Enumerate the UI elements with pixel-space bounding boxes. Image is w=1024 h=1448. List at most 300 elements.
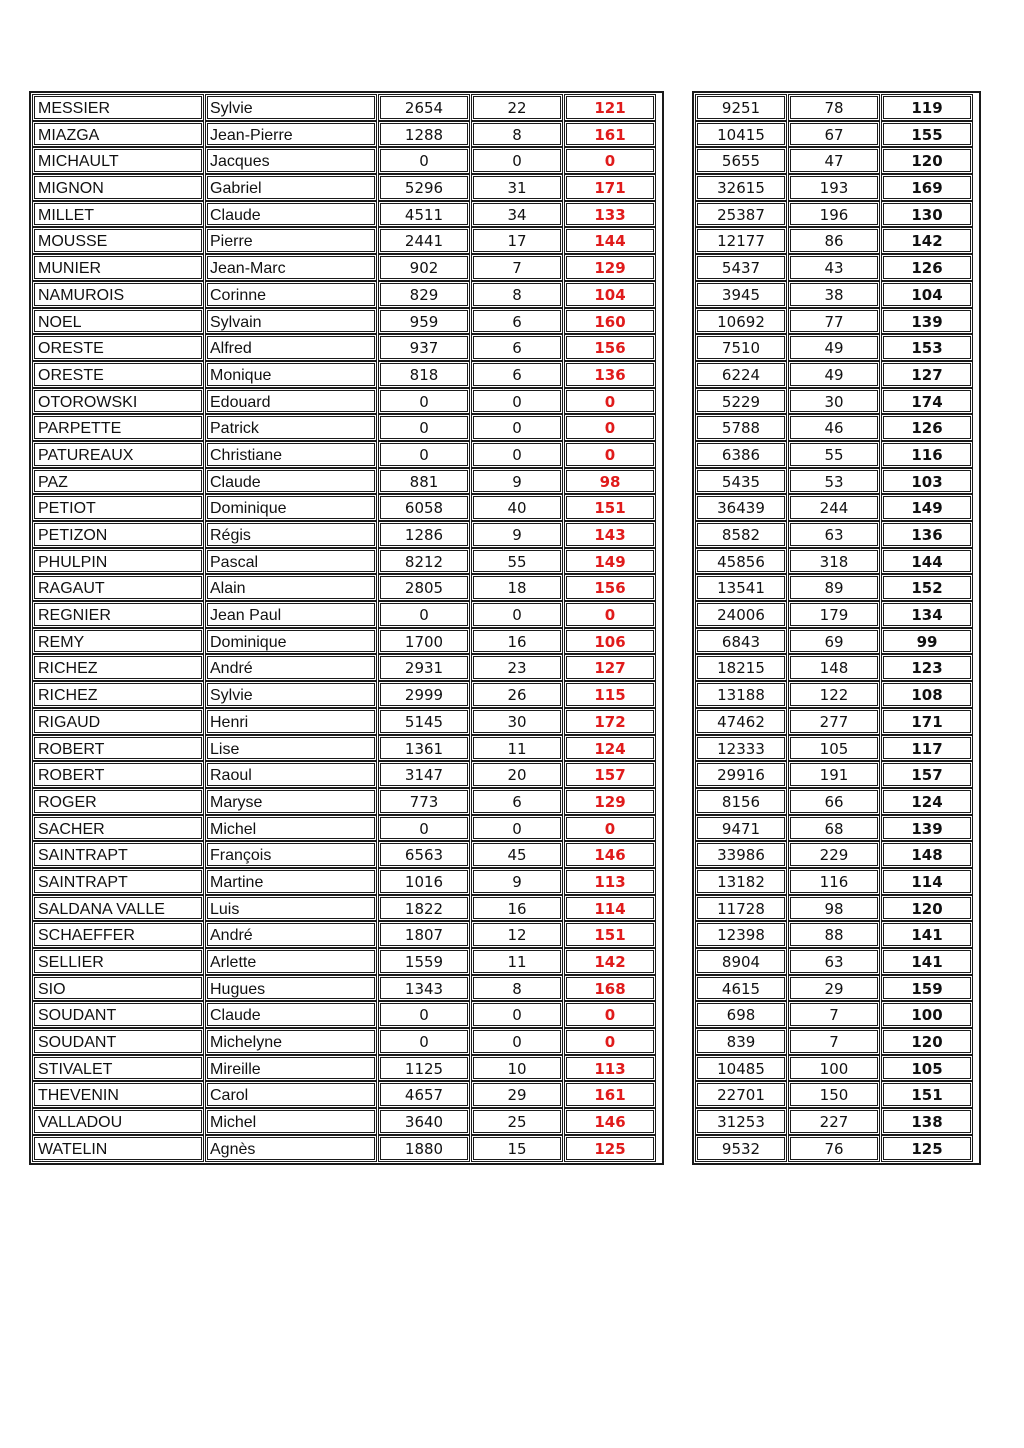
table-row xyxy=(695,654,979,681)
value-b-cell: 0 xyxy=(471,414,563,441)
first-name-cell: Agnès xyxy=(205,1135,377,1162)
value-a-cell: 818 xyxy=(378,361,470,388)
ratio-bold-cell: 139 xyxy=(881,815,973,842)
ratio-red-cell: 113 xyxy=(564,868,656,895)
ratio-bold-cell: 104 xyxy=(881,281,973,308)
first-name-cell: Alain xyxy=(205,574,377,601)
table-row xyxy=(32,521,662,548)
value-a-cell: 2441 xyxy=(378,227,470,254)
ratio-red-cell: 157 xyxy=(564,761,656,788)
last-name-cell: WATELIN xyxy=(32,1135,204,1162)
table-row xyxy=(32,761,662,788)
ratio-red-cell: 113 xyxy=(564,1055,656,1082)
table-row xyxy=(695,1001,979,1028)
table-row xyxy=(695,494,979,521)
value-e-cell: 29 xyxy=(788,975,880,1002)
first-name-cell: Sylvie xyxy=(205,94,377,121)
value-a-cell: 4657 xyxy=(378,1081,470,1108)
ratio-red-cell: 142 xyxy=(564,948,656,975)
first-name-cell: Mireille xyxy=(205,1055,377,1082)
value-a-cell: 2931 xyxy=(378,654,470,681)
table-row xyxy=(32,281,662,308)
ratio-red-cell: 0 xyxy=(564,414,656,441)
value-d-cell: 10415 xyxy=(695,121,787,148)
ratio-red-cell: 106 xyxy=(564,628,656,655)
value-a-cell: 1807 xyxy=(378,921,470,948)
value-b-cell: 7 xyxy=(471,254,563,281)
table-row xyxy=(695,308,979,335)
ratio-red-cell: 0 xyxy=(564,388,656,415)
ratio-red-cell: 0 xyxy=(564,1001,656,1028)
ratio-red-cell: 121 xyxy=(564,94,656,121)
value-d-cell: 32615 xyxy=(695,174,787,201)
value-a-cell: 0 xyxy=(378,815,470,842)
value-b-cell: 0 xyxy=(471,1028,563,1055)
value-a-cell: 6058 xyxy=(378,494,470,521)
value-e-cell: 7 xyxy=(788,1028,880,1055)
value-b-cell: 55 xyxy=(471,548,563,575)
table-row xyxy=(32,681,662,708)
ratio-bold-cell: 153 xyxy=(881,334,973,361)
ratio-red-cell: 161 xyxy=(564,121,656,148)
value-d-cell: 5655 xyxy=(695,147,787,174)
last-name-cell: MUNIER xyxy=(32,254,204,281)
value-a-cell: 1125 xyxy=(378,1055,470,1082)
table-row xyxy=(695,94,979,121)
table-row xyxy=(32,815,662,842)
ratio-bold-cell: 117 xyxy=(881,735,973,762)
value-e-cell: 122 xyxy=(788,681,880,708)
first-name-cell: Michelyne xyxy=(205,1028,377,1055)
table-row xyxy=(32,868,662,895)
value-e-cell: 98 xyxy=(788,895,880,922)
last-name-cell: MIGNON xyxy=(32,174,204,201)
last-name-cell: PAZ xyxy=(32,468,204,495)
value-e-cell: 116 xyxy=(788,868,880,895)
value-d-cell: 22701 xyxy=(695,1081,787,1108)
first-name-cell: Claude xyxy=(205,1001,377,1028)
last-name-cell: SOUDANT xyxy=(32,1028,204,1055)
value-d-cell: 12177 xyxy=(695,227,787,254)
value-d-cell: 4615 xyxy=(695,975,787,1002)
value-a-cell: 1286 xyxy=(378,521,470,548)
first-name-cell: Hugues xyxy=(205,975,377,1002)
value-b-cell: 10 xyxy=(471,1055,563,1082)
value-d-cell: 18215 xyxy=(695,654,787,681)
ratio-red-cell: 156 xyxy=(564,334,656,361)
table-row xyxy=(32,1001,662,1028)
last-name-cell: SOUDANT xyxy=(32,1001,204,1028)
ratio-red-cell: 156 xyxy=(564,574,656,601)
value-d-cell: 45856 xyxy=(695,548,787,575)
table-row xyxy=(695,1081,979,1108)
value-e-cell: 77 xyxy=(788,308,880,335)
ratio-red-cell: 171 xyxy=(564,174,656,201)
ratio-red-cell: 133 xyxy=(564,201,656,228)
last-name-cell: MILLET xyxy=(32,201,204,228)
value-b-cell: 22 xyxy=(471,94,563,121)
value-b-cell: 0 xyxy=(471,815,563,842)
value-d-cell: 9532 xyxy=(695,1135,787,1162)
ratio-red-cell: 0 xyxy=(564,601,656,628)
value-d-cell: 10692 xyxy=(695,308,787,335)
ratio-bold-cell: 120 xyxy=(881,895,973,922)
value-e-cell: 229 xyxy=(788,841,880,868)
value-a-cell: 881 xyxy=(378,468,470,495)
table-row xyxy=(32,147,662,174)
value-d-cell: 698 xyxy=(695,1001,787,1028)
value-a-cell: 8212 xyxy=(378,548,470,575)
value-a-cell: 959 xyxy=(378,308,470,335)
last-name-cell: RICHEZ xyxy=(32,654,204,681)
last-name-cell: REGNIER xyxy=(32,601,204,628)
last-name-cell: OTOROWSKI xyxy=(32,388,204,415)
value-b-cell: 8 xyxy=(471,975,563,1002)
first-name-cell: Raoul xyxy=(205,761,377,788)
last-name-cell: SELLIER xyxy=(32,948,204,975)
first-name-cell: Lise xyxy=(205,735,377,762)
last-name-cell: RAGAUT xyxy=(32,574,204,601)
ratio-bold-cell: 103 xyxy=(881,468,973,495)
last-name-cell: SALDANA VALLE xyxy=(32,895,204,922)
value-a-cell: 5145 xyxy=(378,708,470,735)
value-a-cell: 1822 xyxy=(378,895,470,922)
value-b-cell: 29 xyxy=(471,1081,563,1108)
value-a-cell: 1880 xyxy=(378,1135,470,1162)
value-e-cell: 7 xyxy=(788,1001,880,1028)
ratio-bold-cell: 116 xyxy=(881,441,973,468)
last-name-cell: STIVALET xyxy=(32,1055,204,1082)
table-row xyxy=(32,121,662,148)
last-name-cell: MOUSSE xyxy=(32,227,204,254)
value-e-cell: 277 xyxy=(788,708,880,735)
value-b-cell: 31 xyxy=(471,174,563,201)
value-b-cell: 16 xyxy=(471,628,563,655)
table-row xyxy=(695,281,979,308)
ratio-red-cell: 115 xyxy=(564,681,656,708)
ratio-bold-cell: 119 xyxy=(881,94,973,121)
ratio-bold-cell: 108 xyxy=(881,681,973,708)
first-name-cell: Michel xyxy=(205,815,377,842)
table-row xyxy=(695,414,979,441)
ratio-red-cell: 149 xyxy=(564,548,656,575)
value-b-cell: 18 xyxy=(471,574,563,601)
last-name-cell: RICHEZ xyxy=(32,681,204,708)
first-name-cell: Sylvain xyxy=(205,308,377,335)
value-d-cell: 6386 xyxy=(695,441,787,468)
table-row xyxy=(32,201,662,228)
table-row xyxy=(32,841,662,868)
value-b-cell: 6 xyxy=(471,361,563,388)
table-row xyxy=(32,494,662,521)
ratio-bold-cell: 138 xyxy=(881,1108,973,1135)
first-name-cell: Jacques xyxy=(205,147,377,174)
ratio-red-cell: 124 xyxy=(564,735,656,762)
last-name-cell: PETIOT xyxy=(32,494,204,521)
first-name-cell: Martine xyxy=(205,868,377,895)
first-name-cell: Luis xyxy=(205,895,377,922)
value-a-cell: 0 xyxy=(378,388,470,415)
ratio-bold-cell: 159 xyxy=(881,975,973,1002)
ratio-bold-cell: 124 xyxy=(881,788,973,815)
value-d-cell: 24006 xyxy=(695,601,787,628)
value-e-cell: 38 xyxy=(788,281,880,308)
ratio-red-cell: 0 xyxy=(564,1028,656,1055)
value-b-cell: 0 xyxy=(471,147,563,174)
last-name-cell: ROGER xyxy=(32,788,204,815)
ratio-bold-cell: 171 xyxy=(881,708,973,735)
ratio-red-cell: 127 xyxy=(564,654,656,681)
value-d-cell: 5788 xyxy=(695,414,787,441)
ratio-red-cell: 146 xyxy=(564,1108,656,1135)
table-row xyxy=(695,388,979,415)
table-row xyxy=(695,201,979,228)
last-name-cell: MIAZGA xyxy=(32,121,204,148)
first-name-cell: Dominique xyxy=(205,628,377,655)
value-b-cell: 11 xyxy=(471,735,563,762)
value-e-cell: 47 xyxy=(788,147,880,174)
table-row xyxy=(695,1108,979,1135)
table-row xyxy=(695,548,979,575)
table-row xyxy=(32,174,662,201)
ratio-red-cell: 0 xyxy=(564,441,656,468)
table-row xyxy=(695,788,979,815)
value-a-cell: 0 xyxy=(378,414,470,441)
value-a-cell: 2805 xyxy=(378,574,470,601)
table-row xyxy=(695,841,979,868)
value-a-cell: 4511 xyxy=(378,201,470,228)
table-row xyxy=(32,1108,662,1135)
ratio-bold-cell: 169 xyxy=(881,174,973,201)
value-d-cell: 8156 xyxy=(695,788,787,815)
value-d-cell: 10485 xyxy=(695,1055,787,1082)
first-name-cell: Alfred xyxy=(205,334,377,361)
ratio-bold-cell: 126 xyxy=(881,254,973,281)
ratio-bold-cell: 134 xyxy=(881,601,973,628)
table-row xyxy=(695,921,979,948)
first-name-cell: Carol xyxy=(205,1081,377,1108)
ratio-red-cell: 129 xyxy=(564,788,656,815)
value-b-cell: 16 xyxy=(471,895,563,922)
table-row xyxy=(32,1028,662,1055)
table-row xyxy=(695,1135,979,1162)
ratio-red-cell: 143 xyxy=(564,521,656,548)
value-b-cell: 17 xyxy=(471,227,563,254)
value-e-cell: 318 xyxy=(788,548,880,575)
last-name-cell: NOEL xyxy=(32,308,204,335)
value-a-cell: 1559 xyxy=(378,948,470,975)
value-b-cell: 9 xyxy=(471,468,563,495)
value-b-cell: 30 xyxy=(471,708,563,735)
table-row xyxy=(695,815,979,842)
table-row xyxy=(695,708,979,735)
first-name-cell: Jean Paul xyxy=(205,601,377,628)
ratio-red-cell: 172 xyxy=(564,708,656,735)
table-row xyxy=(32,895,662,922)
value-e-cell: 69 xyxy=(788,628,880,655)
value-a-cell: 829 xyxy=(378,281,470,308)
value-b-cell: 0 xyxy=(471,1001,563,1028)
ratio-red-cell: 151 xyxy=(564,494,656,521)
ratio-bold-cell: 99 xyxy=(881,628,973,655)
value-d-cell: 5437 xyxy=(695,254,787,281)
value-e-cell: 49 xyxy=(788,361,880,388)
table-row xyxy=(32,548,662,575)
value-a-cell: 5296 xyxy=(378,174,470,201)
ratio-red-cell: 0 xyxy=(564,147,656,174)
value-b-cell: 40 xyxy=(471,494,563,521)
ratio-bold-cell: 157 xyxy=(881,761,973,788)
first-name-cell: François xyxy=(205,841,377,868)
ratio-bold-cell: 141 xyxy=(881,921,973,948)
value-a-cell: 0 xyxy=(378,1001,470,1028)
first-name-cell: Henri xyxy=(205,708,377,735)
table-row xyxy=(32,334,662,361)
value-e-cell: 76 xyxy=(788,1135,880,1162)
first-name-cell: Régis xyxy=(205,521,377,548)
first-name-cell: Corinne xyxy=(205,281,377,308)
ratio-bold-cell: 114 xyxy=(881,868,973,895)
first-name-cell: André xyxy=(205,921,377,948)
last-name-cell: REMY xyxy=(32,628,204,655)
ratio-bold-cell: 152 xyxy=(881,574,973,601)
table-row xyxy=(32,254,662,281)
table-row xyxy=(32,654,662,681)
ratio-bold-cell: 100 xyxy=(881,1001,973,1028)
ratio-red-cell: 129 xyxy=(564,254,656,281)
value-e-cell: 150 xyxy=(788,1081,880,1108)
value-e-cell: 30 xyxy=(788,388,880,415)
first-name-cell: Arlette xyxy=(205,948,377,975)
table-row xyxy=(695,601,979,628)
value-d-cell: 9251 xyxy=(695,94,787,121)
ratio-bold-cell: 136 xyxy=(881,521,973,548)
table-row xyxy=(32,388,662,415)
value-d-cell: 13188 xyxy=(695,681,787,708)
value-e-cell: 244 xyxy=(788,494,880,521)
table-row xyxy=(695,227,979,254)
value-e-cell: 63 xyxy=(788,948,880,975)
value-b-cell: 0 xyxy=(471,441,563,468)
table-row xyxy=(695,1028,979,1055)
value-e-cell: 88 xyxy=(788,921,880,948)
first-name-cell: Patrick xyxy=(205,414,377,441)
value-d-cell: 12333 xyxy=(695,735,787,762)
table-row xyxy=(695,521,979,548)
value-b-cell: 9 xyxy=(471,868,563,895)
first-name-cell: Sylvie xyxy=(205,681,377,708)
ratio-bold-cell: 141 xyxy=(881,948,973,975)
table-row xyxy=(32,414,662,441)
table-row xyxy=(695,121,979,148)
value-d-cell: 6224 xyxy=(695,361,787,388)
value-d-cell: 12398 xyxy=(695,921,787,948)
first-name-cell: Gabriel xyxy=(205,174,377,201)
value-a-cell: 1343 xyxy=(378,975,470,1002)
ratio-red-cell: 136 xyxy=(564,361,656,388)
ratio-bold-cell: 125 xyxy=(881,1135,973,1162)
ratio-bold-cell: 127 xyxy=(881,361,973,388)
value-d-cell: 5229 xyxy=(695,388,787,415)
value-a-cell: 937 xyxy=(378,334,470,361)
ratio-bold-cell: 142 xyxy=(881,227,973,254)
last-name-cell: NAMUROIS xyxy=(32,281,204,308)
value-a-cell: 902 xyxy=(378,254,470,281)
last-name-cell: SCHAEFFER xyxy=(32,921,204,948)
value-e-cell: 227 xyxy=(788,1108,880,1135)
table-row xyxy=(32,227,662,254)
value-e-cell: 89 xyxy=(788,574,880,601)
ratio-bold-cell: 123 xyxy=(881,654,973,681)
last-name-cell: PHULPIN xyxy=(32,548,204,575)
table-row xyxy=(695,361,979,388)
first-name-cell: Claude xyxy=(205,201,377,228)
value-a-cell: 3640 xyxy=(378,1108,470,1135)
table-row xyxy=(32,708,662,735)
ratio-red-cell: 161 xyxy=(564,1081,656,1108)
last-name-cell: PATUREAUX xyxy=(32,441,204,468)
table-row xyxy=(32,94,662,121)
table-row xyxy=(32,948,662,975)
value-e-cell: 86 xyxy=(788,227,880,254)
value-d-cell: 11728 xyxy=(695,895,787,922)
table-row xyxy=(32,601,662,628)
value-b-cell: 8 xyxy=(471,281,563,308)
table-row xyxy=(32,628,662,655)
ratio-bold-cell: 144 xyxy=(881,548,973,575)
value-b-cell: 26 xyxy=(471,681,563,708)
value-d-cell: 8582 xyxy=(695,521,787,548)
value-d-cell: 3945 xyxy=(695,281,787,308)
table-row xyxy=(695,441,979,468)
last-name-cell: PETIZON xyxy=(32,521,204,548)
value-d-cell: 47462 xyxy=(695,708,787,735)
value-b-cell: 12 xyxy=(471,921,563,948)
value-e-cell: 78 xyxy=(788,94,880,121)
value-e-cell: 43 xyxy=(788,254,880,281)
value-a-cell: 1361 xyxy=(378,735,470,762)
ratio-red-cell: 0 xyxy=(564,815,656,842)
value-a-cell: 0 xyxy=(378,601,470,628)
value-b-cell: 6 xyxy=(471,334,563,361)
ratio-bold-cell: 126 xyxy=(881,414,973,441)
value-a-cell: 0 xyxy=(378,147,470,174)
table-row xyxy=(32,1081,662,1108)
value-b-cell: 15 xyxy=(471,1135,563,1162)
table-row xyxy=(32,921,662,948)
value-d-cell: 13182 xyxy=(695,868,787,895)
last-name-cell: ROBERT xyxy=(32,735,204,762)
last-name-cell: THEVENIN xyxy=(32,1081,204,1108)
last-name-cell: VALLADOU xyxy=(32,1108,204,1135)
value-b-cell: 8 xyxy=(471,121,563,148)
value-b-cell: 11 xyxy=(471,948,563,975)
value-b-cell: 9 xyxy=(471,521,563,548)
first-name-cell: Edouard xyxy=(205,388,377,415)
value-a-cell: 2654 xyxy=(378,94,470,121)
value-b-cell: 0 xyxy=(471,388,563,415)
value-b-cell: 20 xyxy=(471,761,563,788)
value-a-cell: 1016 xyxy=(378,868,470,895)
value-e-cell: 196 xyxy=(788,201,880,228)
value-a-cell: 6563 xyxy=(378,841,470,868)
ratio-bold-cell: 151 xyxy=(881,1081,973,1108)
value-a-cell: 1288 xyxy=(378,121,470,148)
value-e-cell: 179 xyxy=(788,601,880,628)
ratio-red-cell: 160 xyxy=(564,308,656,335)
ratio-bold-cell: 105 xyxy=(881,1055,973,1082)
ratio-bold-cell: 120 xyxy=(881,1028,973,1055)
